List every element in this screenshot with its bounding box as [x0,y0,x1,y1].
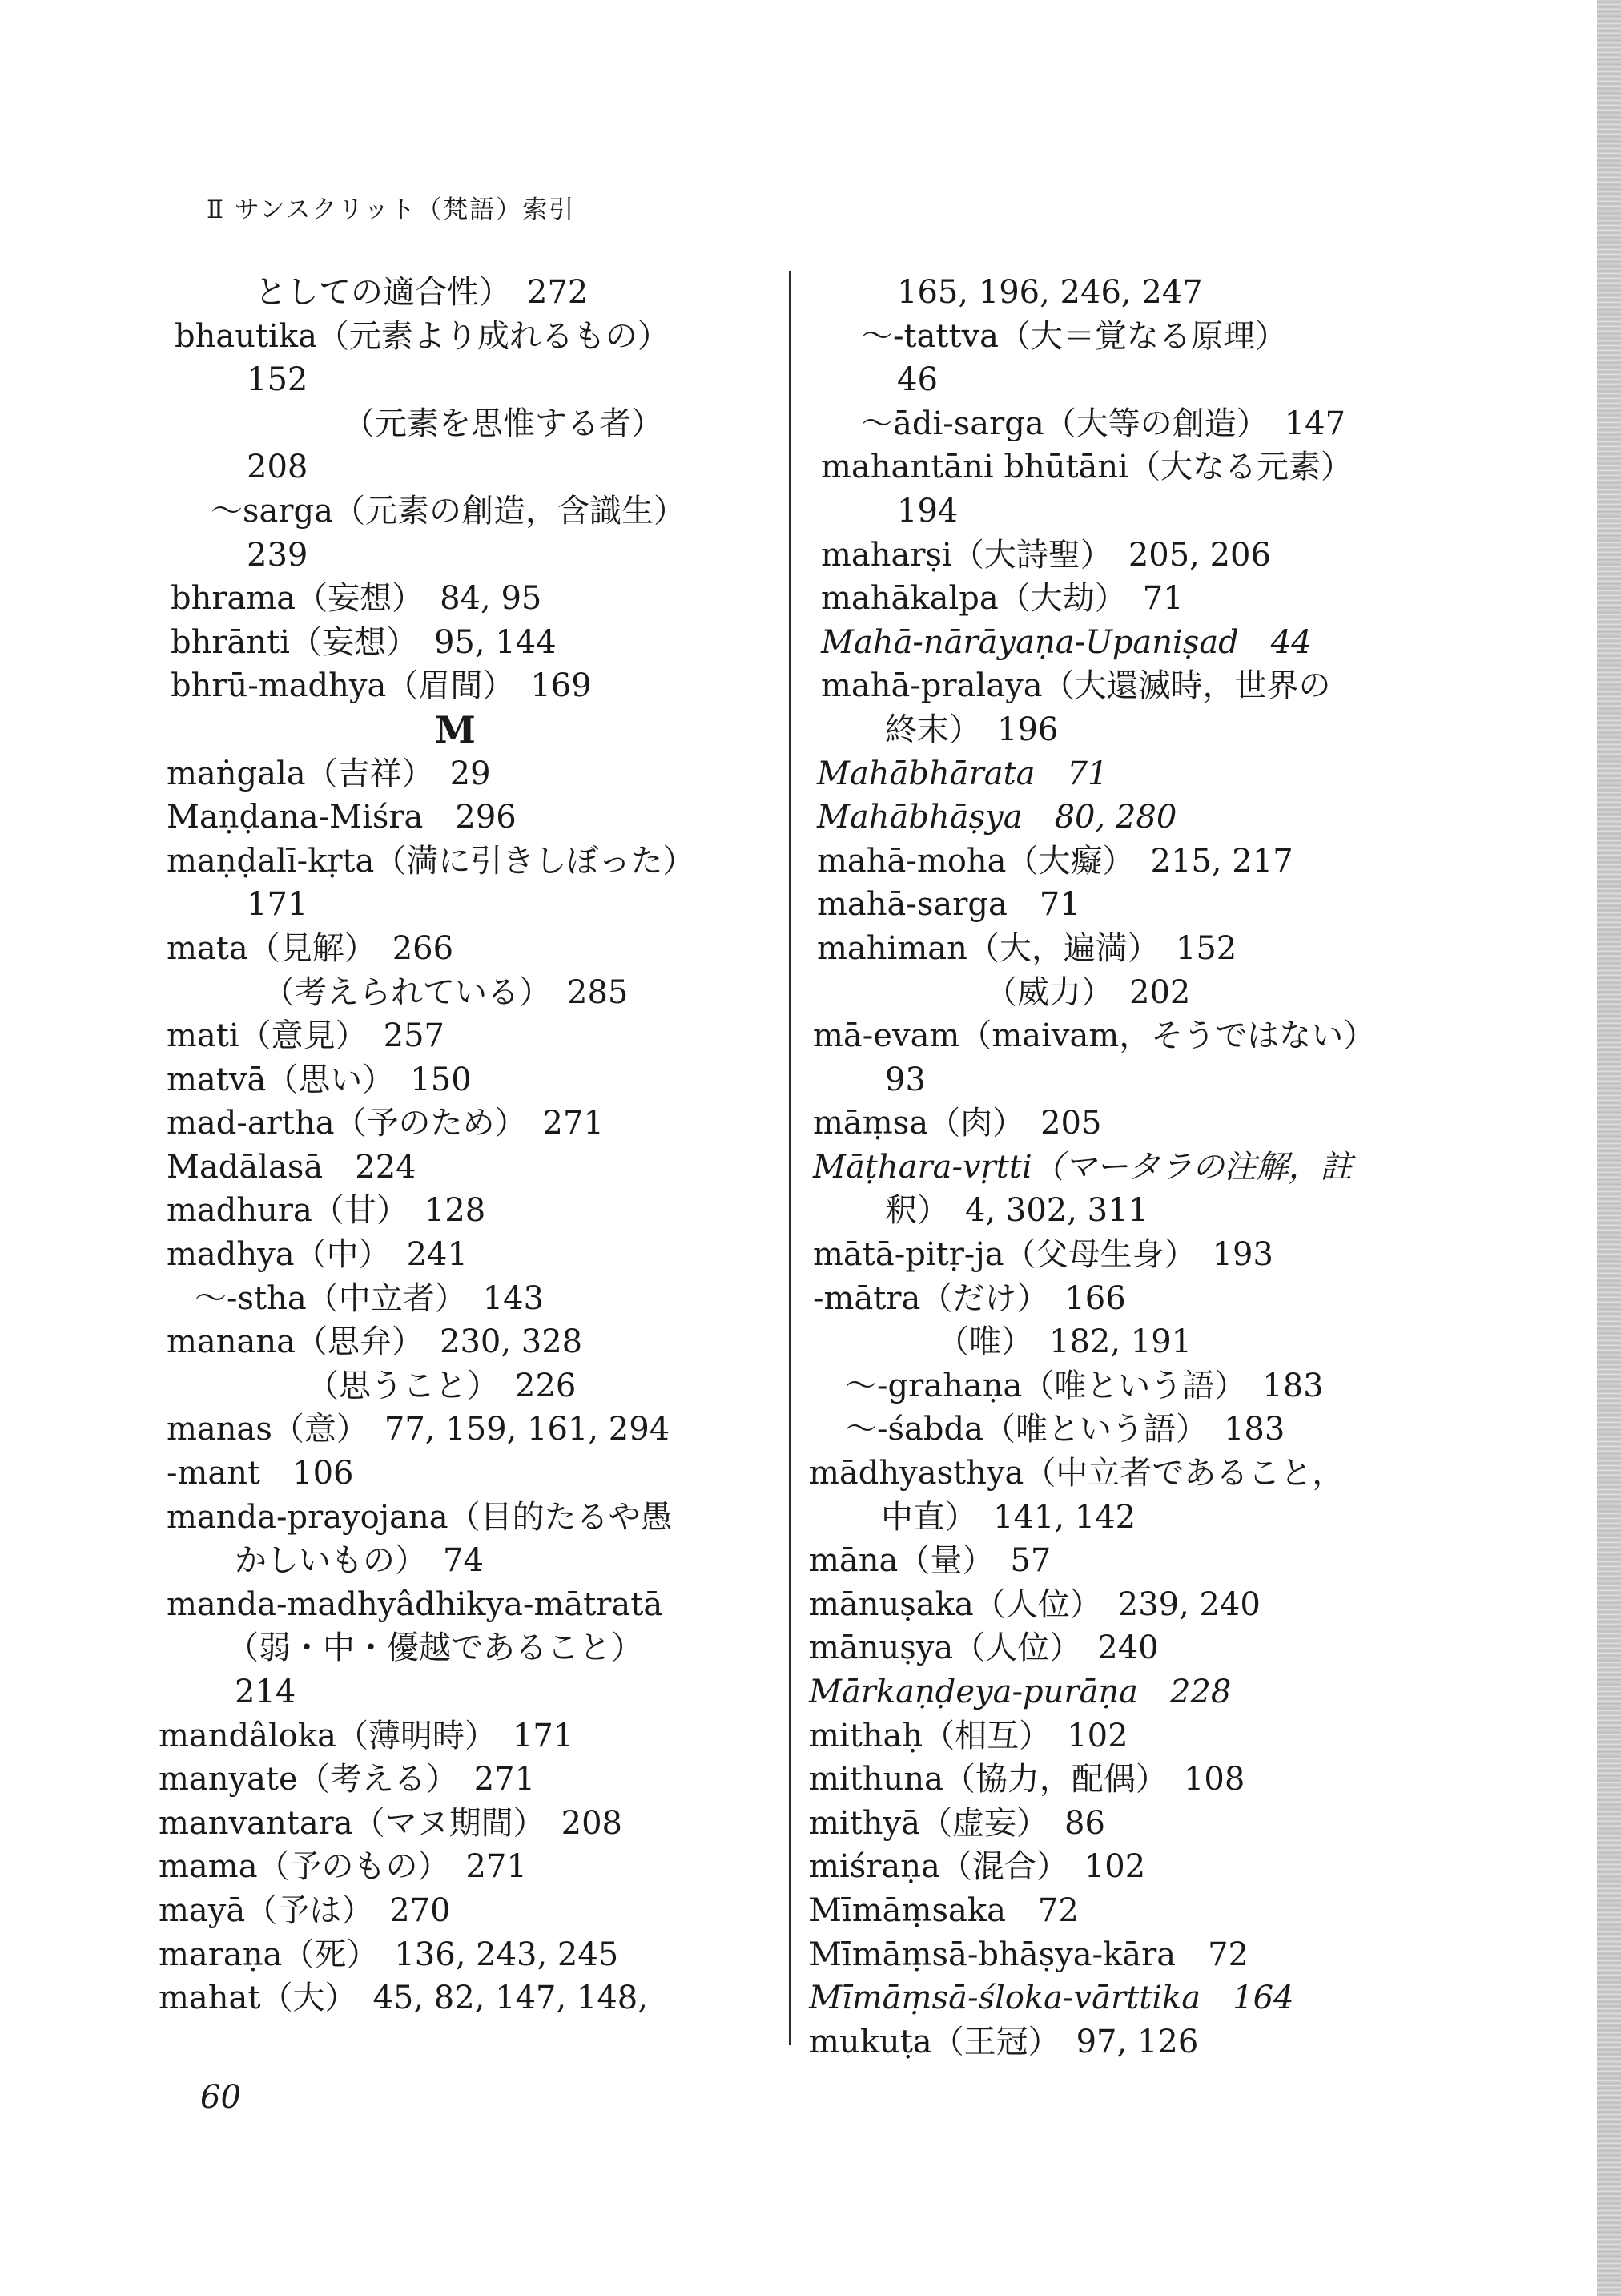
index-entry: mad-artha（予のため） 271 [167,1105,604,1142]
index-column-left [159,271,775,2020]
running-header: Ⅱ サンスクリット（梵語）索引 [207,195,576,224]
index-entry: 中直） 141, 142 [881,1498,1136,1536]
index-entry: mandâloka（薄明時） 171 [159,1717,574,1754]
index-entry: 46 [897,361,938,399]
index-entry: -mant 106 [167,1455,354,1492]
index-entry: Mīmāṃsaka 72 [809,1891,1079,1929]
index-entry: miśraṇa（混合） 102 [809,1848,1146,1886]
index-entry: （弱・中・優越であること） [227,1629,643,1667]
index-entry: （思うこと） 226 [307,1367,577,1404]
index-entry: 終末） 196 [885,711,1059,748]
index-entry: bhrama（妄想） 84, 95 [171,580,542,618]
index-entry: 171 [247,886,308,924]
index-entry: mahā-moha（大癡） 215, 217 [817,842,1293,880]
section-letter: M [435,707,476,751]
index-entry: mahā-sarga 71 [817,886,1080,924]
index-entry: mātā-pitṛ-ja（父母生身） 193 [813,1236,1273,1274]
column-divider [789,271,791,2045]
index-entry: mithuna（協力，配偶） 108 [809,1761,1245,1799]
index-entry: mahākalpa（大劫） 71 [821,580,1184,618]
index-entry: ～-śabda（唯という語） 183 [845,1411,1285,1448]
index-entry: 93 [885,1061,926,1098]
index-entry: manana（思弁） 230, 328 [167,1323,583,1361]
index-entry: ～ādi-sarga（大等の創造） 147 [861,405,1346,442]
index-entry: bhrū-madhya（眉間） 169 [171,667,592,705]
index-entry: としての適合性） 272 [255,274,589,311]
index-entry: Mahābhāṣya 80, 280 [817,799,1177,836]
index-entry: maṇḍalī-kṛta（満に引きしぼった） [167,842,695,880]
index-entry: māna（量） 57 [809,1542,1052,1580]
index-entry: 165, 196, 246, 247 [897,274,1203,311]
index-column-right [805,271,1438,2064]
index-entry: maharṣi（大詩聖） 205, 206 [821,536,1271,574]
index-entry: Māṭhara-vṛtti（マータラの注解，註 [813,1148,1353,1186]
index-entry: Mīmāṃsā-śloka-vārttika 164 [809,1980,1294,2017]
index-entry: 208 [247,449,308,486]
index-entry: manyate（考える） 271 [159,1761,536,1799]
index-entry: mata（見解） 266 [167,929,454,967]
scan-edge [1597,0,1621,2296]
index-entry: manvantara（マヌ期間） 208 [159,1804,622,1842]
index-entry: matvā（思い） 150 [167,1061,472,1098]
index-entry: 239 [247,536,308,574]
index-entry: （威力） 202 [985,973,1191,1011]
index-entry: Madālasā 224 [167,1148,416,1186]
index-entry: māṃsa（肉） 205 [813,1105,1102,1142]
index-entry: manda-prayojana（目的たるや愚 [167,1498,673,1536]
index-entry: （唯） 182, 191 [937,1323,1193,1361]
index-entry: mama（予のもの） 271 [159,1848,527,1886]
index-entry: 152 [247,361,308,399]
index-entry: maṅgala（吉祥） 29 [167,755,491,792]
index-entry: 194 [897,492,959,530]
index-entry: mā-evam（maivam，そうではない） [813,1017,1376,1055]
index-entry: mahantāni bhūtāni（大なる元素） [821,449,1353,486]
index-entry: mānuṣya（人位） 240 [809,1629,1159,1667]
index-entry: madhya（中） 241 [167,1236,468,1274]
index-entry: Maṇḍana-Miśra 296 [167,799,517,836]
index-entry: 214 [235,1674,296,1710]
index-entry: mādhyasthya（中立者であること， [809,1455,1345,1492]
index-entry: Mārkaṇḍeya-purāṇa 228 [809,1674,1232,1710]
index-entry: Mahābhārata 71 [817,755,1108,792]
index-entry: mati（意見） 257 [167,1017,444,1055]
index-entry: bhautika（元素より成れるもの） [175,317,670,355]
index-entry: 釈） 4, 302, 311 [885,1192,1149,1230]
index-entry: manas（意） 77, 159, 161, 294 [167,1411,670,1448]
index-entry: manda-madhyâdhikya-mātratā [167,1585,663,1623]
index-entry: Mīmāṃsā-bhāṣya-kāra 72 [809,1935,1249,1973]
index-entry: ～sarga（元素の創造，含識生） [211,492,686,530]
index-entry: maraṇa（死） 136, 243, 245 [159,1935,619,1973]
index-entry: かしいもの） 74 [235,1542,484,1580]
index-entry: mahat（大） 45, 82, 147, 148, [159,1980,648,2017]
index-entry: madhura（甘） 128 [167,1192,486,1230]
index-entry: Mahā-nārāyaṇa-Upaniṣad 44 [821,623,1312,661]
index-entry: mānuṣaka（人位） 239, 240 [809,1585,1261,1623]
index-entry: （考えられている） 285 [263,973,629,1011]
index-entry: mahā-pralaya（大還滅時，世界の [821,667,1331,705]
index-entry: -mātra（だけ） 166 [813,1279,1126,1317]
index-entry: （元素を思惟する者） [343,405,663,442]
index-entry: mahiman（大，遍満） 152 [817,929,1237,967]
index-entry: ～-tattva（大＝覚なる原理） [861,317,1288,355]
index-entry: ～-stha（中立者） 143 [195,1279,545,1317]
index-entry: mayā（予は） 270 [159,1891,451,1929]
index-entry: mithaḥ（相互） 102 [809,1717,1128,1754]
index-entry: bhrānti（妄想） 95, 144 [171,623,557,661]
index-entry: ～-grahaṇa（唯という語） 183 [845,1367,1324,1404]
page-number: 60 [200,2079,241,2116]
index-entry: mukuṭa（王冠） 97, 126 [809,2023,1199,2060]
index-entry: mithyā（虚妄） 86 [809,1804,1105,1842]
